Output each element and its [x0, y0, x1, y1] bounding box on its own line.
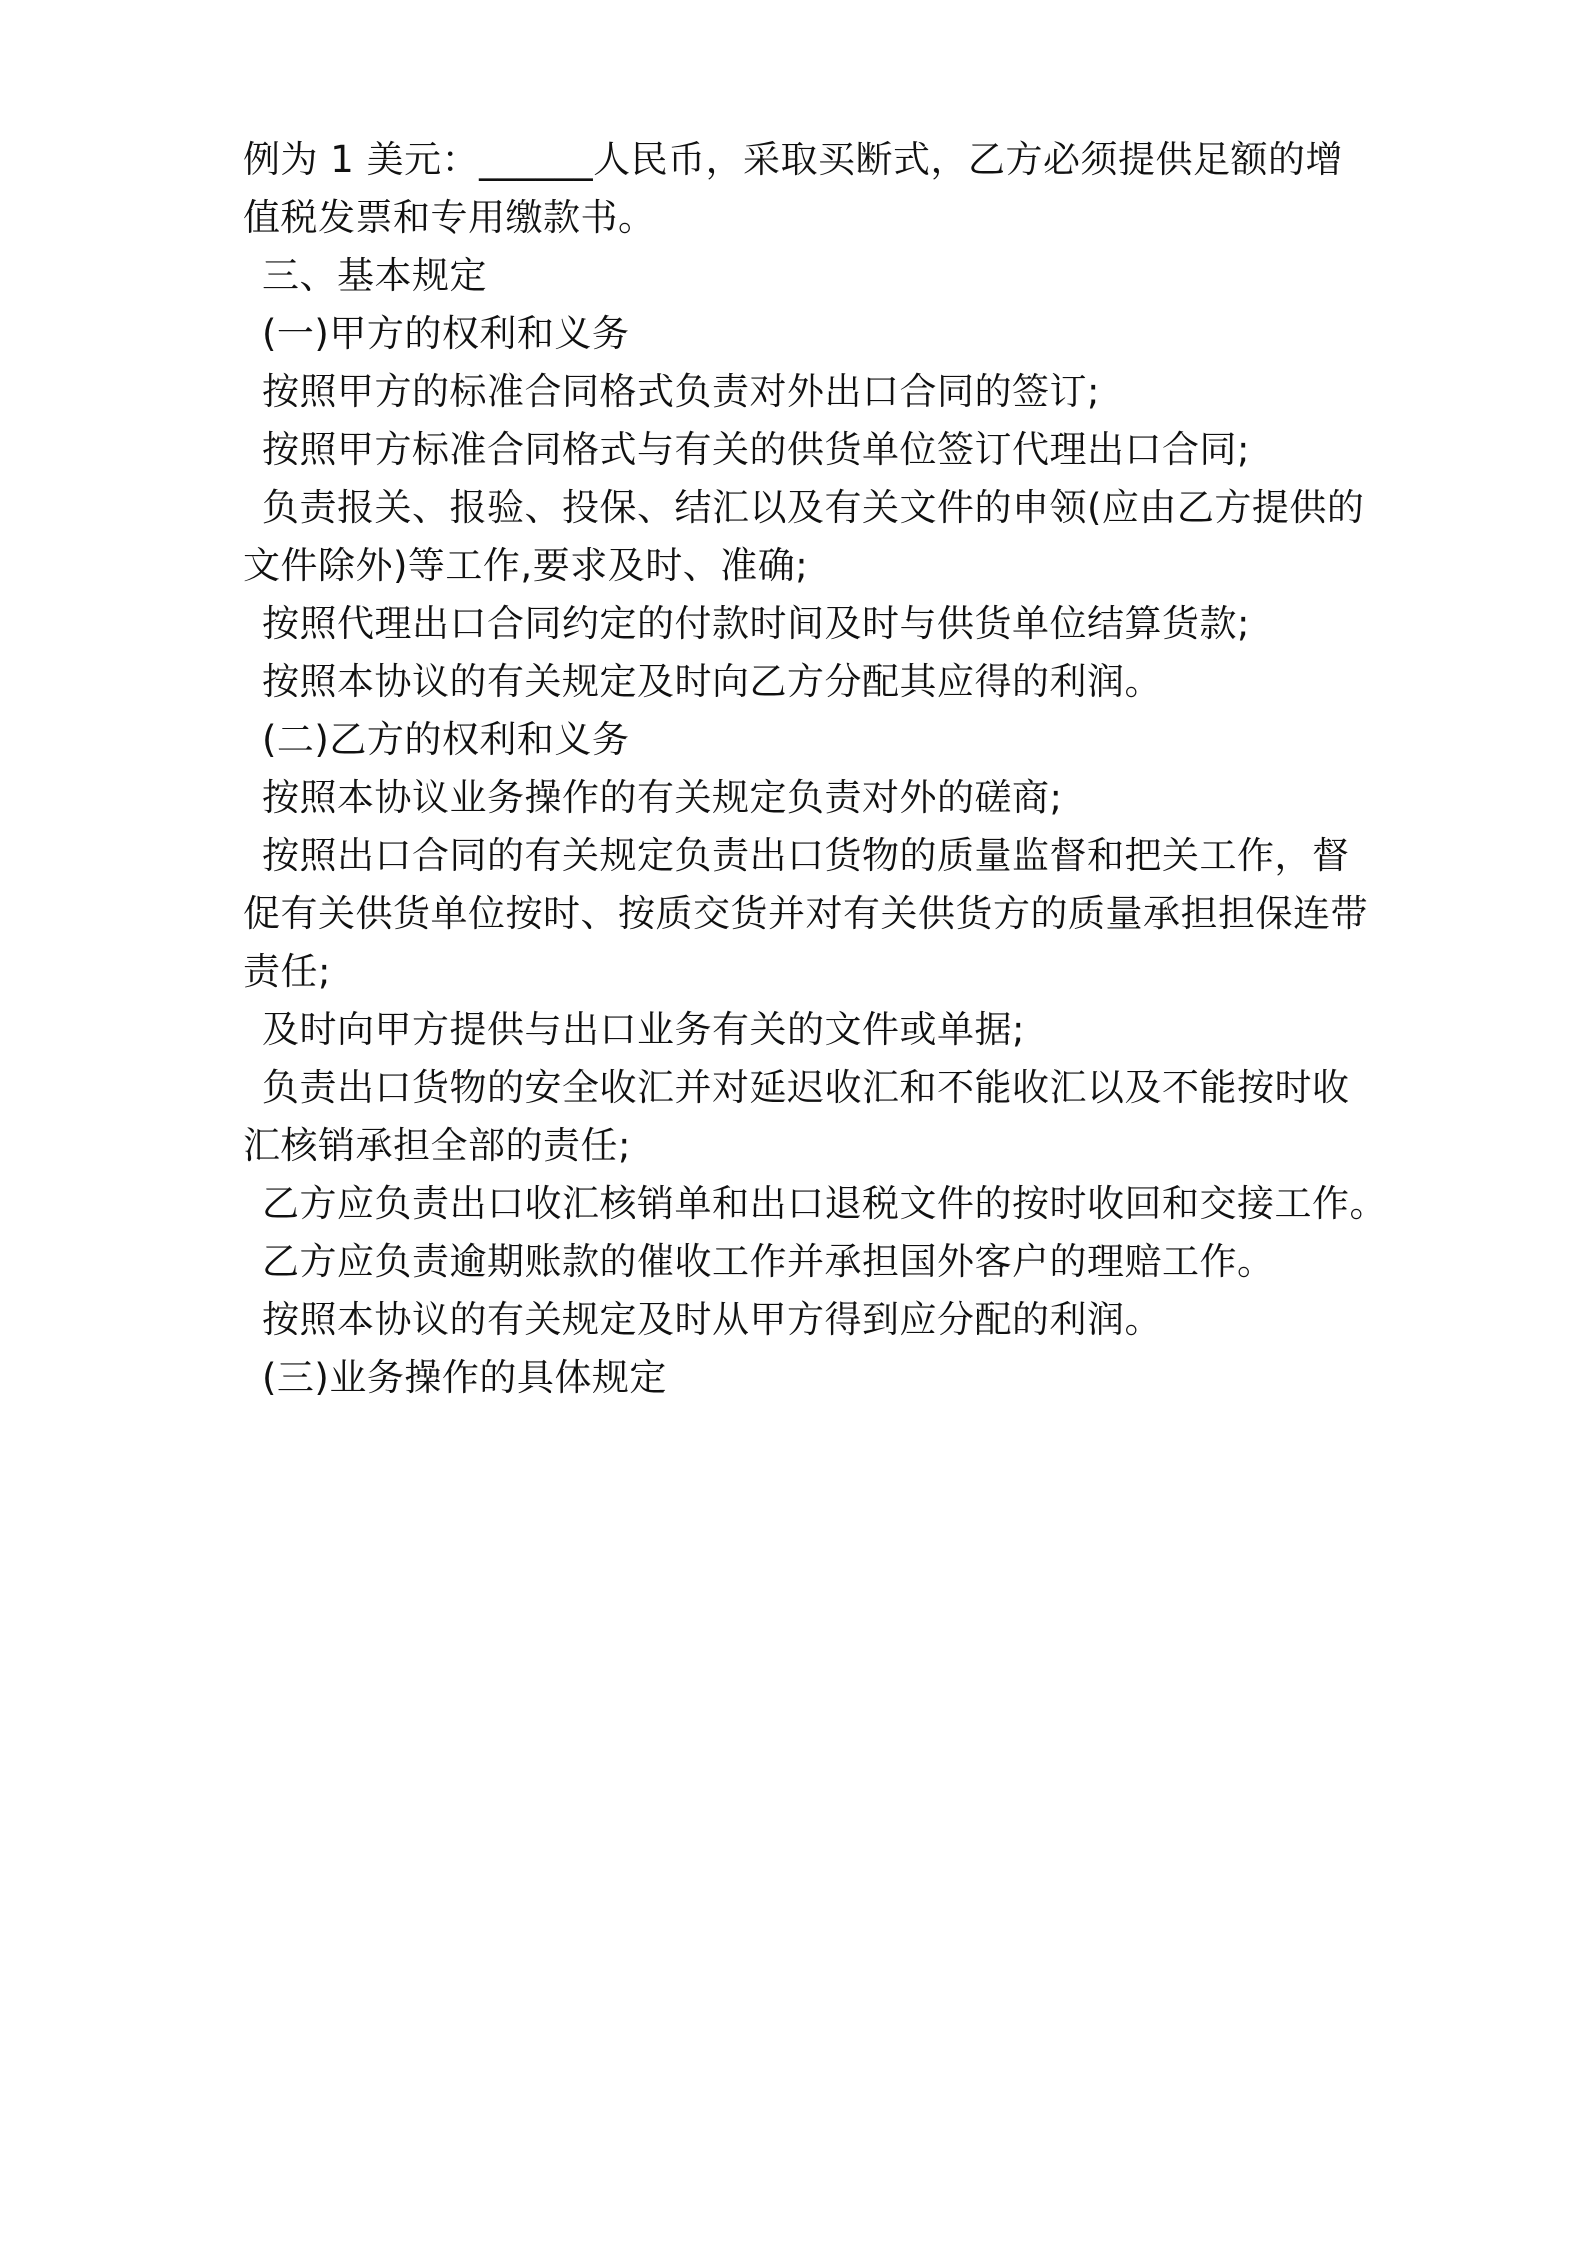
subsection-heading: (三)业务操作的具体规定: [262, 1356, 667, 1399]
paragraph-line: 负责报关、报验、投保、结汇以及有关文件的申领(应由乙方提供的: [262, 486, 1365, 529]
paragraph-line: 按照本协议的有关规定及时向乙方分配其应得的利润。: [262, 660, 1162, 703]
paragraph-line: 按照本协议的有关规定及时从甲方得到应分配的利润。: [262, 1298, 1162, 1341]
paragraph-line: 按照甲方标准合同格式与有关的供货单位签订代理出口合同;: [262, 428, 1250, 471]
paragraph-line: 按照代理出口合同约定的付款时间及时与供货单位结算货款;: [262, 602, 1250, 645]
paragraph-line: 促有关供货单位按时、按质交货并对有关供货方的质量承担担保连带: [243, 892, 1368, 935]
paragraph-line: 及时向甲方提供与出口业务有关的文件或单据;: [262, 1008, 1025, 1051]
section-heading: 三、基本规定: [262, 254, 487, 297]
paragraph-line: 负责出口货物的安全收汇并对延迟收汇和不能收汇以及不能按时收: [262, 1066, 1350, 1109]
paragraph-line: 乙方应负责逾期账款的催收工作并承担国外客户的理赔工作。: [262, 1240, 1275, 1283]
subsection-heading: (二)乙方的权利和义务: [262, 718, 630, 761]
paragraph-line: 按照甲方的标准合同格式负责对外出口合同的签订;: [262, 370, 1100, 413]
paragraph-line: 按照本协议业务操作的有关规定负责对外的磋商;: [262, 776, 1063, 819]
paragraph-line: 乙方应负责出口收汇核销单和出口退税文件的按时收回和交接工作。: [262, 1182, 1387, 1225]
paragraph-line: 汇核销承担全部的责任;: [243, 1124, 631, 1167]
paragraph-line: 按照出口合同的有关规定负责出口货物的质量监督和把关工作，督: [262, 834, 1350, 877]
paragraph-line: 责任;: [243, 950, 331, 993]
paragraph-line: 例为 1 美元：______人民币，采取买断式，乙方必须提供足额的增: [243, 138, 1344, 181]
subsection-heading: (一)甲方的权利和义务: [262, 312, 630, 355]
paragraph-line: 值税发票和专用缴款书。: [243, 196, 656, 239]
paragraph-line: 文件除外)等工作,要求及时、准确;: [243, 544, 809, 587]
